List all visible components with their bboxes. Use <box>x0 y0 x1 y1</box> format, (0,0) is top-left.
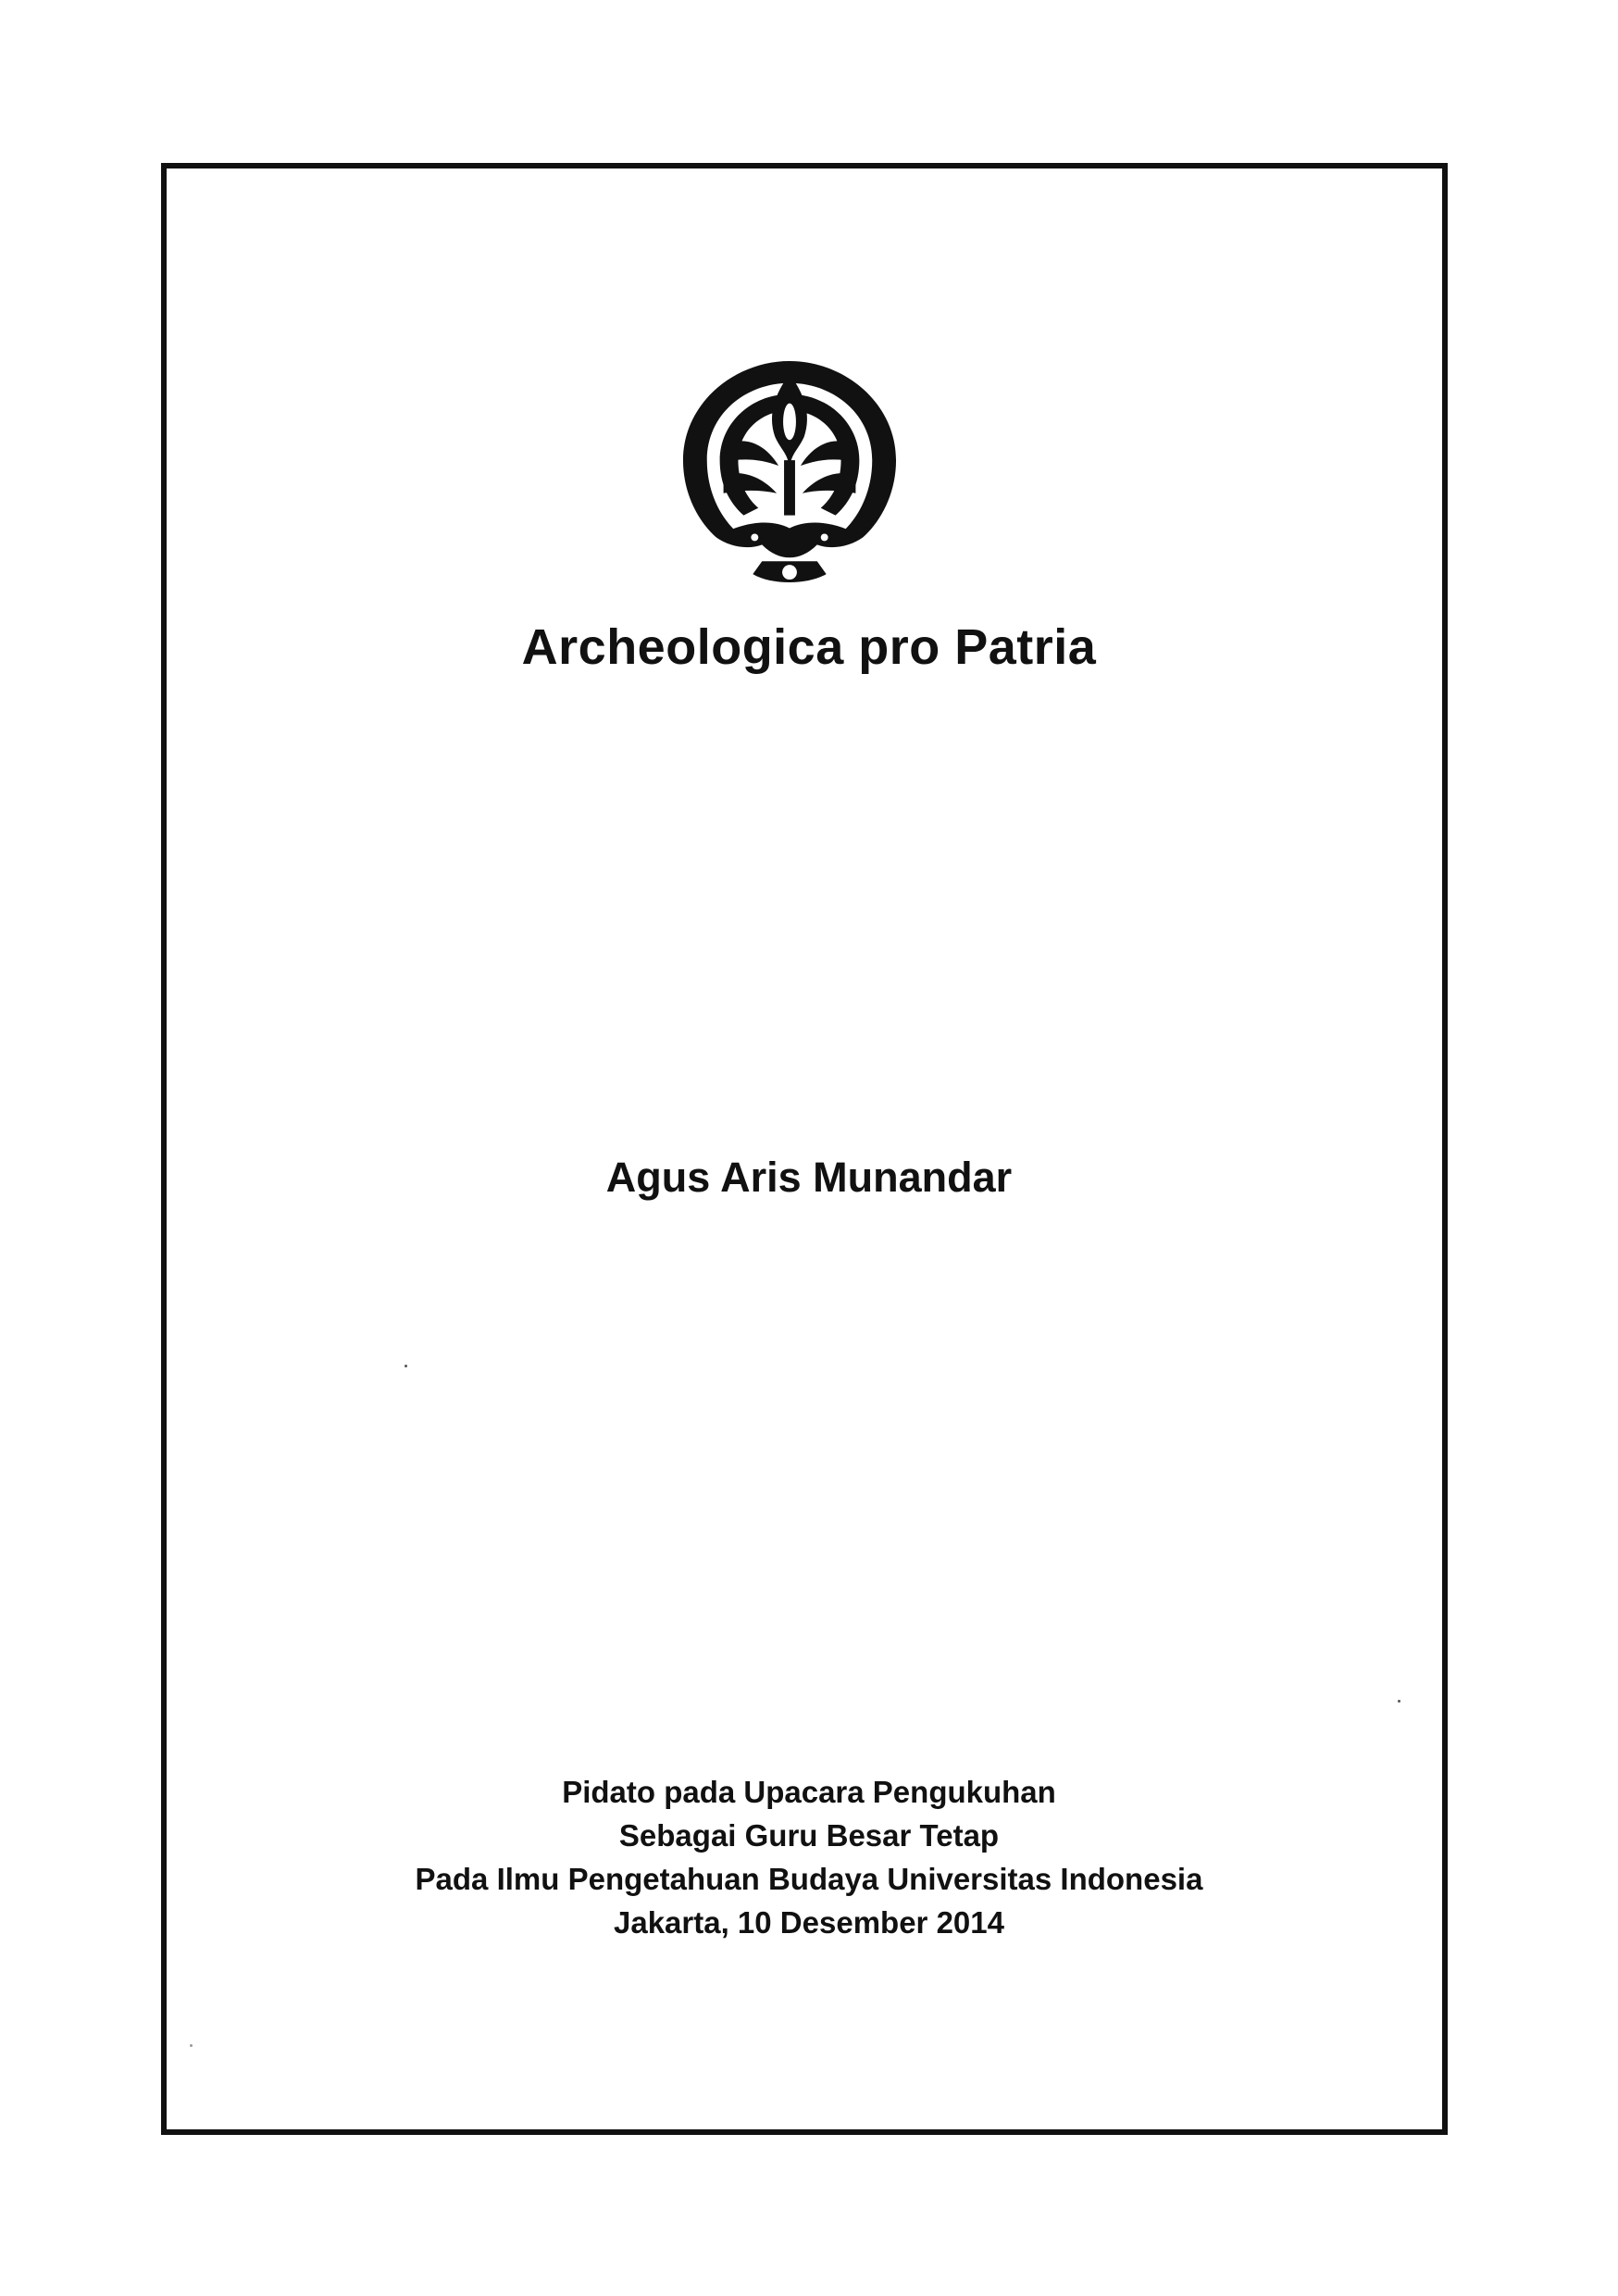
occasion-line-2: Sebagai Guru Besar Tetap <box>618 1818 1000 1853</box>
scan-speck <box>190 2044 193 2047</box>
scan-speck <box>1398 1700 1400 1703</box>
occasion-line-4: Jakarta, 10 Desember 2014 <box>614 1905 1004 1940</box>
occasion-line-3: Pada Ilmu Pengetahuan Budaya Universitas Indonesia <box>415 1862 1203 1896</box>
university-emblem-icon <box>679 356 900 588</box>
occasion-line-1: Pidato pada Upacara Pengukuhan <box>562 1775 1056 1809</box>
scan-speck <box>404 1365 407 1367</box>
document-title: Archeologica pro Patria <box>521 619 1097 675</box>
occasion-block <box>0 1770 1618 1944</box>
author-name: Agus Aris Munandar <box>605 1154 1013 1201</box>
